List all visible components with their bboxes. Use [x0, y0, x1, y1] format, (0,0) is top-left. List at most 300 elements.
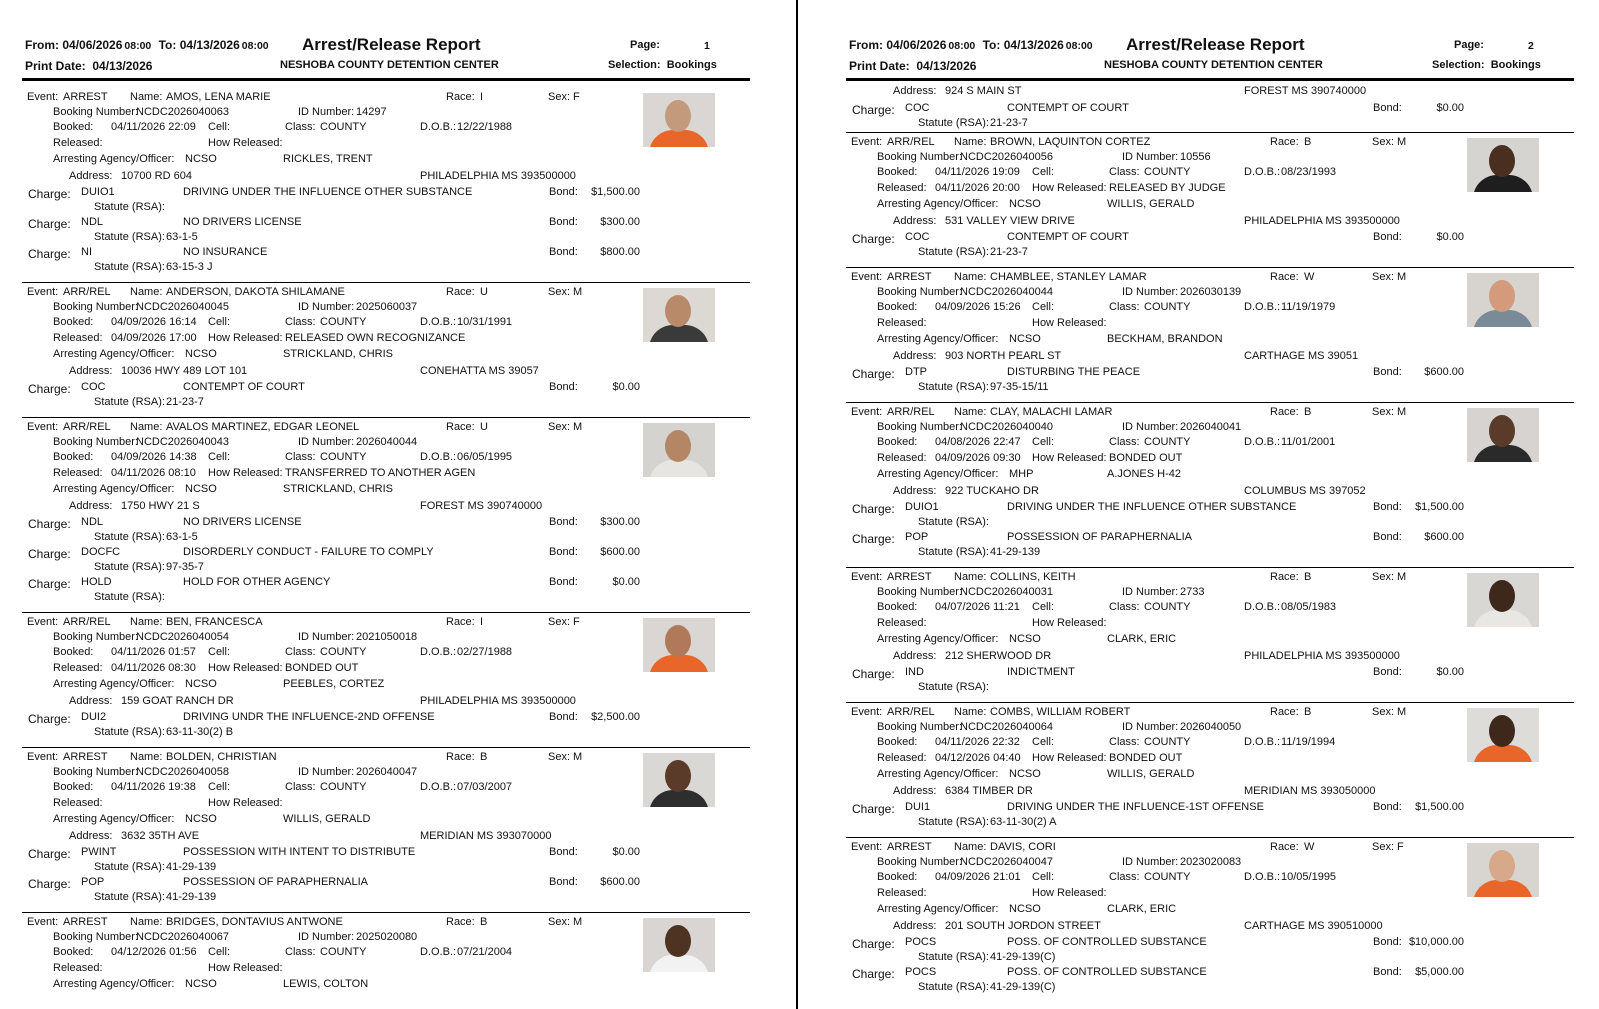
race-label: Race:	[446, 421, 475, 433]
event-type: ARR/REL	[887, 406, 935, 418]
booking-number: NCDC2026040067	[136, 931, 229, 943]
bond-label: Bond:	[549, 876, 578, 888]
sex-value: M	[1397, 706, 1407, 718]
city-state-zip: FOREST MS 390740000	[420, 500, 543, 512]
mugshot-photo	[1467, 273, 1539, 327]
agency-officer-label: Arresting Agency/Officer:	[53, 483, 175, 495]
from-label: From:	[25, 38, 59, 52]
id-number: 2023020083	[1180, 856, 1242, 868]
how-released-label: How Released:	[1032, 752, 1107, 764]
charge-description: POSS. OF CONTROLLED SUBSTANCE	[1007, 936, 1207, 948]
event-type: ARR/REL	[887, 706, 935, 718]
inmate-name: AMOS, LENA MARIE	[166, 91, 271, 103]
cell-label: Cell:	[208, 451, 231, 463]
mugshot-shirt	[1473, 445, 1533, 462]
class-label: Class:	[285, 451, 316, 463]
charge-label: Charge:	[28, 577, 71, 591]
charge-label: Charge:	[28, 517, 71, 531]
released-datetime: 04/09/2026 09:30	[935, 452, 1021, 464]
class-label: Class:	[285, 316, 316, 328]
arresting-officer: STRICKLAND, CHRIS	[283, 348, 394, 360]
dob-value: 11/19/1994	[1281, 736, 1336, 748]
dob-value: 12/22/1988	[457, 121, 513, 133]
booked-datetime: 04/11/2026 19:09	[935, 166, 1020, 178]
id-number: 2026040044	[356, 436, 418, 448]
statute-value: 97-35-15/11	[990, 381, 1049, 393]
mugshot-face	[1489, 415, 1515, 447]
arresting-agency: NCSO	[1009, 333, 1041, 345]
bond-label: Bond:	[1373, 666, 1402, 678]
sex-label: Sex:	[1372, 136, 1395, 148]
how-released-label: How Released:	[208, 137, 283, 149]
class-value: COUNTY	[1144, 301, 1191, 313]
statute-label: Statute (RSA):	[918, 546, 989, 558]
class-value: COUNTY	[320, 781, 367, 793]
booked-label: Booked:	[877, 601, 918, 613]
statute-label: Statute (RSA):	[918, 681, 989, 693]
charge-description: NO DRIVERS LICENSE	[183, 516, 302, 528]
class-value: COUNTY	[320, 946, 367, 958]
statute-label: Statute (RSA):	[918, 516, 989, 528]
record-separator	[846, 402, 1574, 403]
street-address: 3632 35TH AVE	[121, 830, 200, 842]
arresting-officer: A.JONES H-42	[1107, 468, 1181, 480]
id-number-label: ID Number:	[1122, 586, 1179, 598]
arresting-agency: NCSO	[185, 678, 217, 690]
mugshot-face	[665, 430, 691, 462]
sex-label: Sex:	[548, 91, 571, 103]
bond-label: Bond:	[549, 246, 578, 258]
city-state-zip: CARTHAGE MS 39051	[1244, 350, 1359, 362]
address-label: Address:	[69, 170, 113, 182]
booked-datetime: 04/08/2026 22:47	[935, 436, 1021, 448]
sex-value: M	[573, 286, 583, 298]
mugshot-shirt	[649, 790, 709, 807]
name-label: Name:	[130, 286, 163, 298]
dob-label: D.O.B.:	[1244, 166, 1281, 178]
how-released-value: BONDED OUT	[285, 662, 359, 674]
city-state-zip: COLUMBUS MS 397052	[1244, 485, 1366, 497]
address-label: Address:	[893, 350, 937, 362]
statute-label: Statute (RSA):	[94, 201, 165, 213]
booking-number-label: Booking Number:	[53, 301, 138, 313]
bond-amount: $1,500.00	[591, 186, 640, 198]
city-state-zip: PHILADELPHIA MS 393500000	[1244, 215, 1400, 227]
record-separator	[846, 702, 1574, 703]
street-address: 201 SOUTH JORDON STREET	[945, 920, 1101, 932]
bond-label: Bond:	[1373, 366, 1402, 378]
released-label: Released:	[53, 797, 103, 809]
mugshot-face	[1489, 280, 1515, 312]
name-label: Name:	[130, 616, 163, 628]
released-datetime: 04/11/2026 20:00	[935, 182, 1020, 194]
dob-label: D.O.B.:	[420, 781, 457, 793]
bond-label: Bond:	[1373, 231, 1402, 243]
bond-amount: $600.00	[600, 876, 640, 888]
mugshot-face	[665, 625, 691, 657]
charge-code: NDL	[81, 516, 104, 528]
inmate-name: CHAMBLEE, STANLEY LAMAR	[990, 271, 1147, 283]
dob-value: 08/23/1993	[1281, 166, 1337, 178]
charge-description: DRIVING UNDER THE INFLUENCE OTHER SUBSTANCE	[1007, 501, 1297, 513]
charge-code: COC	[81, 381, 106, 393]
booked-datetime: 04/11/2026 22:09	[111, 121, 196, 133]
report-page-2	[846, 0, 1574, 1009]
released-label: Released:	[877, 182, 927, 194]
charge-label: Charge:	[852, 802, 895, 816]
sex-value: M	[1397, 136, 1407, 148]
statute-value: 41-29-139(C)	[990, 951, 1056, 963]
address-label: Address:	[893, 920, 937, 932]
id-number: 14297	[356, 106, 387, 118]
bond-label: Bond:	[549, 546, 578, 558]
id-number: 2733	[1180, 586, 1205, 598]
bond-label: Bond:	[1373, 936, 1402, 948]
report-header	[22, 0, 750, 86]
charge-label: Charge:	[28, 877, 71, 891]
dob-label: D.O.B.:	[420, 451, 457, 463]
event-label: Event:	[27, 751, 59, 763]
arresting-officer: WILLIS, GERALD	[283, 813, 371, 825]
statute-label: Statute (RSA):	[94, 591, 165, 603]
released-label: Released:	[877, 317, 927, 329]
arresting-officer: WILLIS, GERALD	[1107, 198, 1195, 210]
id-number-label: ID Number:	[1122, 286, 1179, 298]
charge-description: NO DRIVERS LICENSE	[183, 216, 302, 228]
date-range	[849, 38, 1097, 52]
charge-description: POSSESSION OF PARAPHERNALIA	[1007, 531, 1193, 543]
race-label: Race:	[446, 616, 475, 628]
mugshot-face	[1489, 850, 1515, 882]
race-value: B	[1304, 571, 1312, 583]
bond-amount: $0.00	[1436, 102, 1464, 114]
released-label: Released:	[53, 662, 103, 674]
charge-code: POCS	[905, 936, 937, 948]
address-label: Address:	[69, 830, 113, 842]
record-separator	[22, 912, 750, 913]
charge-description: DRIVING UNDER THE INFLUENCE OTHER SUBSTANCE	[183, 186, 473, 198]
inmate-name: COLLINS, KEITH	[990, 571, 1076, 583]
bond-label: Bond:	[549, 216, 578, 228]
agency-officer-label: Arresting Agency/Officer:	[877, 903, 999, 915]
sex-value: M	[573, 916, 583, 928]
sex-label: Sex:	[548, 916, 571, 928]
page-number: 2	[1528, 40, 1534, 52]
name-label: Name:	[130, 916, 163, 928]
agency-officer-label: Arresting Agency/Officer:	[877, 333, 999, 345]
charge-code: IND	[905, 666, 924, 678]
statute-value: 63-11-30(2) A	[990, 816, 1057, 828]
city-state-zip: PHILADELPHIA MS 393500000	[1244, 650, 1400, 662]
race-value: U	[480, 286, 488, 298]
mugshot-photo	[643, 423, 715, 477]
class-value: COUNTY	[320, 646, 367, 658]
selection-label: Selection:	[608, 59, 661, 71]
charge-description: NO INSURANCE	[183, 246, 268, 258]
statute-label: Statute (RSA):	[918, 381, 989, 393]
charge-label: Charge:	[852, 232, 895, 246]
inmate-name: BROWN, LAQUINTON CORTEZ	[990, 136, 1151, 148]
booked-datetime: 04/07/2026 11:21	[935, 601, 1020, 613]
booking-number: NCDC2026040031	[960, 586, 1053, 598]
mugshot-shirt	[649, 325, 709, 342]
to-label: To:	[158, 38, 177, 52]
arresting-officer: RICKLES, TRENT	[283, 153, 373, 165]
cell-label: Cell:	[1032, 601, 1055, 613]
name-label: Name:	[954, 571, 987, 583]
street-address: 531 VALLEY VIEW DRIVE	[945, 215, 1075, 227]
race-value: B	[1304, 406, 1312, 418]
booked-datetime: 04/12/2026 01:56	[111, 946, 197, 958]
statute-value: 41-29-139	[990, 546, 1041, 558]
name-label: Name:	[954, 841, 987, 853]
booking-number: NCDC2026040064	[960, 721, 1053, 733]
city-state-zip: MERIDIAN MS 393070000	[420, 830, 552, 842]
class-value: COUNTY	[320, 451, 367, 463]
how-released-label: How Released:	[208, 467, 283, 479]
selection	[1432, 59, 1541, 71]
bond-amount: $0.00	[1436, 231, 1464, 243]
charge-code: COC	[905, 102, 930, 114]
cell-label: Cell:	[208, 121, 231, 133]
released-label: Released:	[877, 887, 927, 899]
class-value: COUNTY	[320, 316, 367, 328]
charge-description: DISORDERLY CONDUCT - FAILURE TO COMPLY	[183, 546, 434, 558]
sex-label: Sex:	[1372, 271, 1395, 283]
arresting-agency: NCSO	[185, 813, 217, 825]
agency-officer-label: Arresting Agency/Officer:	[877, 633, 999, 645]
mugshot-photo	[1467, 708, 1539, 762]
charge-label: Charge:	[852, 967, 895, 981]
released-label: Released:	[877, 452, 927, 464]
how-released-label: How Released:	[208, 332, 283, 344]
dob-label: D.O.B.:	[420, 646, 457, 658]
statute-label: Statute (RSA):	[94, 261, 165, 273]
bond-label: Bond:	[1373, 966, 1402, 978]
event-type: ARR/REL	[63, 421, 111, 433]
address-label: Address:	[893, 650, 937, 662]
charge-description: DISTURBING THE PEACE	[1007, 366, 1141, 378]
statute-label: Statute (RSA):	[94, 396, 165, 408]
agency-officer-label: Arresting Agency/Officer:	[53, 678, 175, 690]
how-released-value: TRANSFERRED TO ANOTHER AGEN	[285, 467, 476, 479]
city-state-zip: CONEHATTA MS 39057	[420, 365, 539, 377]
statute-value: 63-15-3 J	[166, 261, 213, 273]
bond-amount: $1,500.00	[1415, 801, 1464, 813]
print-date-value: 04/13/2026	[92, 59, 153, 73]
charge-label: Charge:	[852, 502, 895, 516]
charge-label: Charge:	[852, 103, 895, 117]
inmate-name: CLAY, MALACHI LAMAR	[990, 406, 1113, 418]
from-label: From:	[849, 38, 883, 52]
mugshot-photo	[643, 618, 715, 672]
event-label: Event:	[851, 706, 883, 718]
booked-label: Booked:	[877, 301, 918, 313]
booked-label: Booked:	[53, 646, 94, 658]
agency-officer-label: Arresting Agency/Officer:	[53, 348, 175, 360]
id-number: 2026040041	[1180, 421, 1242, 433]
sex-value: M	[573, 421, 583, 433]
race-value: B	[1304, 706, 1312, 718]
sex-value: M	[573, 751, 583, 763]
from-time: 08:00	[124, 40, 152, 52]
dob-value: 08/05/1983	[1281, 601, 1337, 613]
mugshot-shirt	[1473, 175, 1533, 192]
sex-label: Sex:	[548, 751, 571, 763]
inmate-name: BOLDEN, CHRISTIAN	[166, 751, 277, 763]
statute-label: Statute (RSA):	[918, 816, 989, 828]
arresting-officer: BECKHAM, BRANDON	[1107, 333, 1223, 345]
released-datetime: 04/12/2026 04:40	[935, 752, 1021, 764]
booked-label: Booked:	[877, 166, 918, 178]
dob-label: D.O.B.:	[1244, 301, 1281, 313]
booked-datetime: 04/09/2026 15:26	[935, 301, 1021, 313]
inmate-name: BRIDGES, DONTAVIUS ANTWONE	[166, 916, 343, 928]
how-released-value: BONDED OUT	[1109, 752, 1183, 764]
mugshot-face	[665, 760, 691, 792]
bond-label: Bond:	[549, 516, 578, 528]
statute-label: Statute (RSA):	[94, 561, 165, 573]
street-address: 924 S MAIN ST	[945, 85, 1022, 97]
charge-label: Charge:	[852, 532, 895, 546]
page-divider	[796, 0, 798, 1009]
arresting-agency: NCSO	[1009, 768, 1041, 780]
booking-number-label: Booking Number:	[877, 721, 962, 733]
event-type: ARREST	[887, 571, 932, 583]
address-label: Address:	[893, 485, 937, 497]
name-label: Name:	[130, 421, 163, 433]
bond-amount: $800.00	[600, 246, 640, 258]
statute-value: 63-11-30(2) B	[166, 726, 234, 738]
how-released-label: How Released:	[208, 797, 283, 809]
booked-label: Booked:	[53, 946, 94, 958]
record-separator	[22, 282, 750, 283]
from-time: 08:00	[948, 40, 976, 52]
charge-description: HOLD FOR OTHER AGENCY	[183, 576, 331, 588]
print-date	[849, 59, 976, 73]
race-label: Race:	[446, 91, 475, 103]
city-state-zip: FOREST MS 390740000	[1244, 85, 1367, 97]
address-label: Address:	[893, 85, 937, 97]
race-label: Race:	[446, 916, 475, 928]
race-label: Race:	[1270, 136, 1299, 148]
event-label: Event:	[851, 136, 883, 148]
race-label: Race:	[1270, 406, 1299, 418]
event-type: ARREST	[63, 916, 108, 928]
sex-label: Sex:	[548, 286, 571, 298]
booked-label: Booked:	[877, 436, 918, 448]
how-released-label: How Released:	[1032, 182, 1107, 194]
arresting-agency: NCSO	[1009, 633, 1041, 645]
how-released-value: RELEASED BY JUDGE	[1109, 182, 1226, 194]
sex-value: F	[1397, 841, 1404, 853]
charge-description: INDICTMENT	[1007, 666, 1075, 678]
bond-amount: $0.00	[612, 576, 640, 588]
from-date: 04/06/2026	[886, 38, 947, 52]
race-label: Race:	[1270, 706, 1299, 718]
class-label: Class:	[1109, 301, 1140, 313]
bond-label: Bond:	[549, 711, 578, 723]
bond-amount: $1,500.00	[1415, 501, 1464, 513]
selection-label: Selection:	[1432, 59, 1485, 71]
race-label: Race:	[1270, 571, 1299, 583]
id-number-label: ID Number:	[298, 106, 355, 118]
selection	[608, 59, 717, 71]
inmate-name: BEN, FRANCESCA	[166, 616, 263, 628]
statute-value: 21-23-7	[990, 117, 1028, 129]
event-type: ARR/REL	[887, 136, 935, 148]
booking-number: NCDC2026040044	[960, 286, 1053, 298]
cell-label: Cell:	[1032, 871, 1055, 883]
sex-value: M	[1397, 406, 1407, 418]
cell-label: Cell:	[208, 781, 231, 793]
street-address: 6384 TIMBER DR	[945, 785, 1033, 797]
how-released-value: RELEASED OWN RECOGNIZANCE	[285, 332, 466, 344]
statute-label: Statute (RSA):	[918, 117, 989, 129]
charge-code: DUI1	[905, 801, 931, 813]
charge-code: PWINT	[81, 846, 117, 858]
mugshot-face	[1489, 580, 1515, 612]
booked-datetime: 04/11/2026 01:57	[111, 646, 196, 658]
class-label: Class:	[285, 121, 316, 133]
mugshot-shirt	[1473, 880, 1533, 897]
released-label: Released:	[877, 752, 927, 764]
race-label: Race:	[446, 751, 475, 763]
charge-description: CONTEMPT OF COURT	[183, 381, 305, 393]
booking-number-label: Booking Number:	[53, 631, 138, 643]
agency-officer-label: Arresting Agency/Officer:	[877, 198, 999, 210]
class-value: COUNTY	[1144, 166, 1191, 178]
street-address: 212 SHERWOOD DR	[945, 650, 1052, 662]
arresting-officer: CLARK, ERIC	[1107, 633, 1177, 645]
how-released-label: How Released:	[1032, 452, 1107, 464]
charge-label: Charge:	[28, 847, 71, 861]
released-label: Released:	[53, 962, 103, 974]
event-type: ARREST	[887, 841, 932, 853]
name-label: Name:	[130, 91, 163, 103]
agency-officer-label: Arresting Agency/Officer:	[53, 978, 175, 990]
bond-label: Bond:	[1373, 501, 1402, 513]
street-address: 10036 HWY 489 LOT 101	[121, 365, 248, 377]
street-address: 922 TUCKAHO DR	[945, 485, 1039, 497]
selection-value: Bookings	[666, 59, 717, 71]
id-number: 2026040050	[1180, 721, 1242, 733]
id-number: 10556	[1180, 151, 1211, 163]
record-separator	[846, 837, 1574, 838]
charge-label: Charge:	[28, 712, 71, 726]
record-separator	[846, 267, 1574, 268]
id-number: 2021050018	[356, 631, 418, 643]
race-value: I	[480, 616, 484, 628]
mugshot-face	[665, 100, 691, 132]
charge-description: POSSESSION OF PARAPHERNALIA	[183, 876, 369, 888]
address-label: Address:	[69, 365, 113, 377]
charge-label: Charge:	[28, 547, 71, 561]
page-label: Page:	[1454, 39, 1484, 51]
dob-value: 02/27/1988	[457, 646, 513, 658]
sex-value: F	[573, 616, 580, 628]
bond-amount: $600.00	[600, 546, 640, 558]
dob-value: 11/01/2001	[1281, 436, 1336, 448]
charge-description: DRIVING UNDR THE INFLUENCE-2ND OFFENSE	[183, 711, 435, 723]
booking-number: NCDC2026040056	[960, 151, 1053, 163]
charge-code: DUI2	[81, 711, 107, 723]
class-label: Class:	[1109, 871, 1140, 883]
booked-label: Booked:	[53, 121, 94, 133]
booking-number-label: Booking Number:	[877, 286, 962, 298]
released-label: Released:	[877, 617, 927, 629]
charge-code: POP	[905, 531, 929, 543]
